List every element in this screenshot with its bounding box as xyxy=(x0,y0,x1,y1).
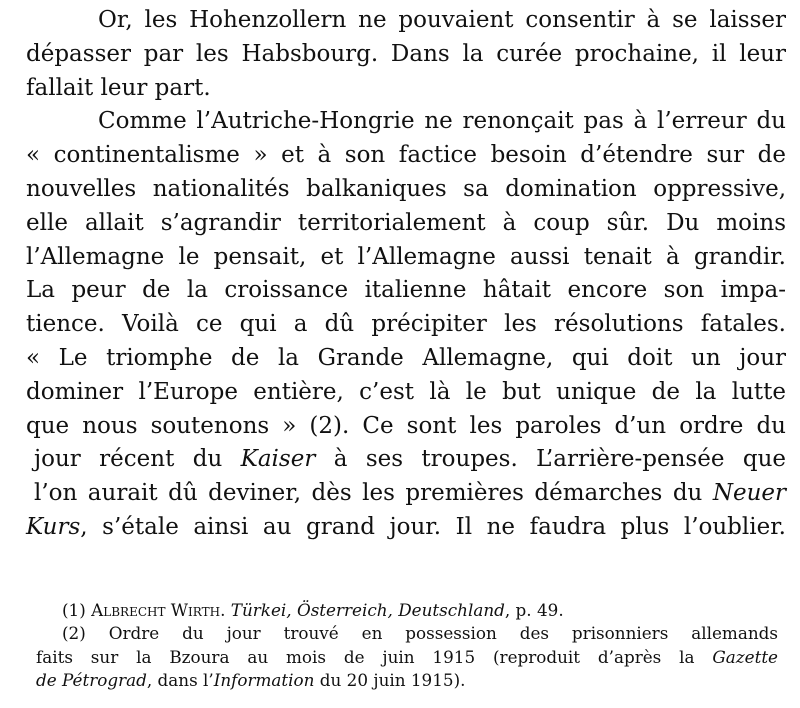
text-line: que nous soutenons » (2). Ce sont les paroles d’un ordre du xyxy=(26,412,786,439)
text-line: dominer l’Europe entière, c’est là le but unique de la lutte xyxy=(26,378,786,405)
footnote-author: Albrecht Wirth. xyxy=(91,600,226,620)
text-line: Or, les Hohenzollern ne pouvaient consentir à se laisser xyxy=(98,7,786,33)
italic-term: Neuer xyxy=(712,480,786,507)
text-line xyxy=(26,477,786,511)
text-line: Comme l’Autriche-Hongrie ne renonçait pas à l’erreur du xyxy=(98,108,786,135)
text-line: l’Allemagne le pensait, et l’Allemagne aussi tenait à grandir. xyxy=(26,243,786,270)
text-line: elle allait s’agrandir territorialement à coup sûr. Du moins xyxy=(26,209,786,236)
text-line: « Le triomphe de la Grande Allemagne, qui doit un jour xyxy=(26,344,786,371)
text-segment: l’on aurait dû deviner, dès les premières démarches du xyxy=(34,480,713,507)
text-line: tience. Voilà ce qui a dû précipiter les résolutions fatales. xyxy=(26,311,786,338)
text-line: dépasser par les Habsbourg. Dans la curée prochaine, il leur xyxy=(26,40,786,67)
text-segment: jour récent du xyxy=(34,446,241,473)
footnotes xyxy=(36,599,778,692)
footnote-1 xyxy=(36,599,778,622)
italic-term: Kurs xyxy=(26,513,81,540)
italic-term: Kaiser xyxy=(240,446,316,473)
footnote-text: , dans l’ xyxy=(146,669,214,690)
footnote-marker: (1) xyxy=(62,600,86,620)
footnote-title: Türkei, Österreich, Deutschland xyxy=(230,600,505,620)
body-text xyxy=(26,4,786,545)
text-line xyxy=(26,443,786,477)
footnote-marker: (2) xyxy=(62,623,86,644)
footnote-text: faits sur la Bzoura au mois de juin 1915 (reproduit d’après la xyxy=(36,646,713,667)
text-segment: à ses troupes. L’arrière-pensée que xyxy=(315,446,786,473)
text-line xyxy=(26,511,786,545)
footnote-2-line-2 xyxy=(36,646,778,669)
footnote-title: Information xyxy=(213,669,315,690)
footnote-2-line-1 xyxy=(36,622,778,645)
text-line: fallait leur part. xyxy=(26,74,211,101)
footnote-text: , p. 49. xyxy=(504,600,564,620)
footnote-text: Ordre du jour trouvé en possession des prisonniers allemands xyxy=(108,623,778,644)
text-line: nouvelles nationalités balkaniques sa domination oppressive, xyxy=(26,175,786,202)
text-line: La peur de la croissance italienne hâtait encore son impa- xyxy=(26,277,786,304)
text-segment: , s’étale ainsi au grand jour. Il ne faudra plus l’oublier. xyxy=(80,513,786,540)
footnote-title: Gazette xyxy=(712,646,778,667)
text-line: « continentalisme » et à son factice besoin d’étendre sur de xyxy=(26,142,786,169)
footnote-title: de Pétrograd xyxy=(36,669,147,690)
footnote-2-line-3 xyxy=(36,669,778,692)
footnote-text: du 20 juin 1915). xyxy=(314,669,466,690)
